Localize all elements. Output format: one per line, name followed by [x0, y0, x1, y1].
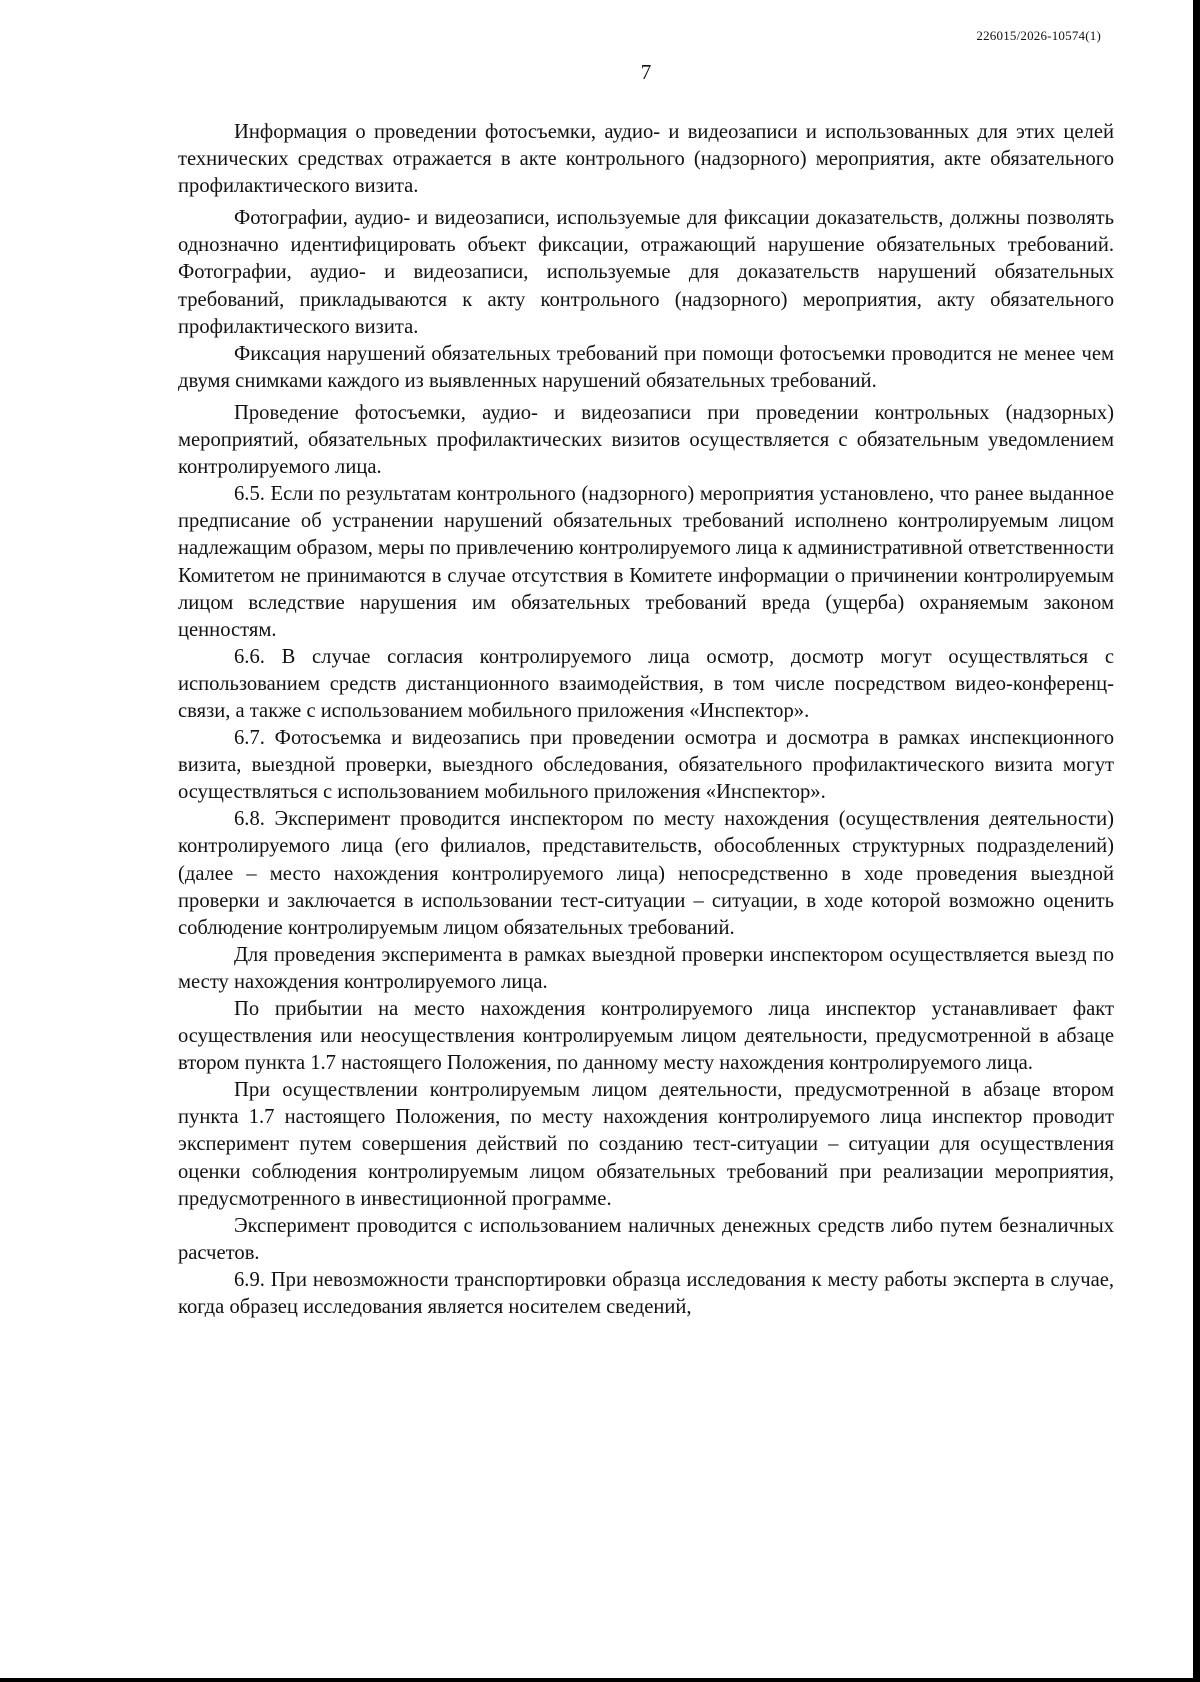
paragraph-photo-notice: Проведение фотосъемки, аудио- и видеозаписи при проведении контрольных (надзорных) мероприятий, обязательных профилактических визитов осуществляется с обязательным уведомлением контролируемого лица.	[178, 401, 1114, 479]
page-number: 7	[640, 60, 652, 84]
paragraph-6-5: 6.5. Если по результатам контрольного (надзорного) мероприятия установлено, что ранее выданное предписание об устранении нарушений обязательных требований исполнено контролируемым лицом надлежащим образом, меры по привлечению контролируемого лица к административной ответственности Комитетом не принимаются в случае отсутствия в Комитете информации о причинении контролируемым лицом вследствие нарушения им обязательных требований вреда (ущерба) охраняемым законом ценностям.	[178, 483, 1114, 641]
paragraph-6-9: 6.9. При невозможности транспортировки образца исследования к месту работы эксперта в случае, когда образец исследования является носителем сведений,	[178, 1268, 1114, 1319]
paragraph-6-7: 6.7. Фотосъемка и видеозапись при проведении осмотра и досмотра в рамках инспекционного визита, выездной проверки, выездного обследования, обязательного профилактического визита могут осуществляться с использованием мобильного приложения «Инспектор».	[178, 727, 1114, 804]
document-body	[178, 119, 1114, 1321]
scan-edge-right	[1193, 0, 1200, 1682]
paragraph-test-situation: При осуществлении контролируемым лицом деятельности, предусмотренной в абзаце втором пункта 1.7 настоящего Положения, по месту нахождения контролируемого лица инспектор проводит эксперимент путем совершения действий по созданию тест-ситуации – ситуации для осуществления оценки соблюдения контролируемым лицом обязательных требований при реализации мероприятия, предусмотренного в инвестиционной программе.	[178, 1079, 1114, 1210]
paragraph-6-8: 6.8. Эксперимент проводится инспектором по месту нахождения (осуществления деятельности) контролируемого лица (его филиалов, представительств, обособленных структурных подразделений) (далее – место нахождения контролируемого лица) непосредственно в ходе проведения выездной проверки и заключается в использовании тест-ситуации – ситуации, в ходе которой возможно оценить соблюдение контролируемым лицом обязательных требований.	[178, 808, 1114, 939]
paragraph-arrival: По прибытии на место нахождения контролируемого лица инспектор устанавливает факт осуществления или неосуществления контролируемым лицом деятельности, предусмотренной в абзаце втором пункта 1.7 настоящего Положения, по данному месту нахождения контролируемого лица.	[178, 998, 1114, 1075]
document-number: 226015/2026-10574(1)	[976, 28, 1101, 43]
paragraph-photo-fixation: Фиксация нарушений обязательных требований при помощи фотосъемки проводится не менее чем двумя снимками каждого из выявленных нарушений обязательных требований.	[178, 342, 1114, 392]
paragraph-photo-info: Информация о проведении фотосъемки, аудио- и видеозаписи и использованных для этих целей технических средствах отражается в акте контрольного (надзорного) мероприятия, акте обязательного профилактического визита.	[178, 121, 1114, 198]
scan-edge-bottom	[0, 1678, 1200, 1682]
paragraph-experiment-visit: Для проведения эксперимента в рамках выездной проверки инспектором осуществляется выезд по месту нахождения контролируемого лица.	[178, 943, 1114, 993]
paragraph-photo-evidence: Фотографии, аудио- и видеозаписи, используемые для фиксации доказательств, должны позволять однозначно идентифицировать объект фиксации, отражающий нарушение обязательных требований. Фотографии, аудио- и видеозаписи, используемые для доказательств нарушений обязательных требований, прикладываются к акту контрольного (надзорного) мероприятия, акту обязательного профилактического визита.	[178, 207, 1114, 338]
paragraph-payment: Эксперимент проводится с использованием наличных денежных средств либо путем безналичных расчетов.	[178, 1214, 1114, 1264]
paragraph-6-6: 6.6. В случае согласия контролируемого лица осмотр, досмотр могут осуществляться с использованием средств дистанционного взаимодействия, в том числе посредством видео-конференц-связи, а также с использованием мобильного приложения «Инспектор».	[178, 645, 1114, 722]
